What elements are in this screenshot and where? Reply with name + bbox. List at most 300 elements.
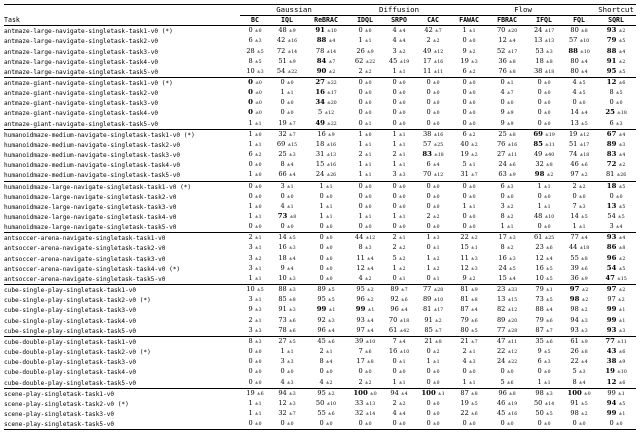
cell-bc: 2 ±1: [248, 315, 262, 324]
cell-ifql: 88 ±4: [535, 305, 553, 314]
cell-fawac: 6 ±2: [462, 129, 476, 138]
cell-fawac: 79 ±6: [460, 315, 478, 324]
cell-ifql: 85 ±11: [533, 139, 555, 148]
cell-fql: 100 ±0: [567, 388, 591, 397]
cell-sqrl: 88 ±4: [606, 46, 626, 55]
cell-srpo: 3 ±3: [392, 170, 406, 179]
cell-srpo: 2 ±1: [392, 233, 406, 242]
cell-fawac: 0 ±0: [462, 367, 476, 376]
cell-srpo: 1 ±1: [392, 160, 406, 169]
cell-rebrac: 96 ±4: [317, 325, 335, 334]
cell-ifql: 10 ±5: [535, 273, 553, 282]
table-row: [4, 98, 636, 108]
cell-fbrac: 82 ±12: [496, 305, 518, 314]
cell-idql: 2 ±2: [358, 66, 372, 75]
cell-fbrac: 6 ±3: [500, 181, 514, 190]
cell-fql: 8 ±4: [572, 377, 586, 386]
task-name: cube-single-play-singletask-task1-v0: [4, 287, 137, 295]
cell-rebrac: 0 ±0: [319, 243, 333, 252]
cell-iql: 66 ±4: [278, 170, 296, 179]
cell-fawac: 6 ±2: [462, 66, 476, 75]
cell-srpo: 92 ±6: [390, 295, 408, 304]
cell-srpo: 0 ±0: [392, 98, 406, 107]
cell-cac: 0 ±2: [426, 347, 440, 356]
cell-ifql: 0 ±0: [537, 367, 551, 376]
cell-fql: 26 ±8: [570, 347, 588, 356]
task-name: antsoccer-arena-navigate-singletask-task1-v0: [4, 235, 166, 243]
cell-ifql: 0 ±0: [537, 88, 551, 97]
cell-ifql: 24 ±17: [533, 26, 555, 35]
cell-cac: 0 ±0: [426, 367, 440, 376]
cell-fbrac: 70 ±20: [496, 26, 518, 35]
cell-bc: 0 ±0: [248, 77, 262, 86]
task-name: cube-double-play-singletask-task2-v0 (*): [4, 349, 151, 357]
cell-srpo: 96 ±4: [390, 305, 408, 314]
cell-bc: 1 ±1: [248, 273, 262, 282]
cell-ifql: 6 ±3: [537, 357, 551, 366]
cell-srpo: 16 ±10: [388, 347, 410, 356]
cell-fawac: 11 ±3: [460, 253, 478, 262]
cell-cac: 0 ±0: [426, 222, 440, 231]
cell-srpo: 70 ±18: [388, 315, 410, 324]
group-header-flow: Flow: [450, 5, 596, 16]
table-row: [4, 378, 636, 388]
cell-ifql: 98 ±2: [534, 170, 554, 179]
cell-fql: 4 ±5: [572, 77, 586, 86]
cell-bc: 10 ±3: [246, 66, 264, 75]
cell-sqrl: 13 ±5: [606, 201, 626, 210]
cell-cac: 70 ±12: [422, 170, 444, 179]
cell-fawac: 2 ±1: [462, 347, 476, 356]
cell-cac: 85 ±7: [424, 325, 442, 334]
cell-srpo: 1 ±1: [392, 139, 406, 148]
cell-rebrac: 99 ±1: [316, 305, 336, 314]
table-row: [4, 88, 636, 98]
table-row: [4, 222, 636, 232]
cell-idql: 1 ±1: [358, 139, 372, 148]
cell-fbrac: 17 ±3: [498, 233, 516, 242]
cell-fawac: 4 ±3: [462, 357, 476, 366]
cell-sqrl: 99 ±1: [607, 388, 625, 397]
cell-iql: 51 ±9: [278, 56, 296, 65]
cell-fbrac: 23 ±33: [496, 285, 518, 294]
cell-sqrl: 95 ±5: [606, 66, 626, 75]
cell-sqrl: 18 ±5: [606, 181, 626, 190]
cell-sqrl: 25 ±18: [605, 108, 627, 117]
table-row: [4, 36, 636, 46]
cell-idql: 0 ±0: [358, 367, 372, 376]
cell-srpo: 4 ±4: [392, 36, 406, 45]
cell-fql: 14 ±4: [570, 108, 588, 117]
cell-idql: 0 ±1: [358, 118, 372, 127]
cell-cac: 11 ±11: [422, 66, 444, 75]
table-row: [4, 264, 636, 274]
cell-iql: 18 ±4: [278, 253, 296, 262]
cell-idql: 4 ±2: [358, 273, 372, 282]
cell-srpo: 0 ±0: [392, 201, 406, 210]
cell-fbrac: 0 ±0: [500, 98, 514, 107]
group-header-diffusion: Diffusion: [348, 5, 450, 16]
cell-idql: 1 ±1: [358, 170, 372, 179]
cell-ifql: 0 ±0: [537, 98, 551, 107]
cell-sqrl: 81 ±26: [605, 170, 627, 179]
cell-fbrac: 24 ±5: [498, 263, 516, 272]
cell-idql: 99 ±1: [355, 305, 375, 314]
cell-sqrl: 93 ±2: [606, 26, 626, 35]
cell-iql: 42 ±16: [276, 36, 298, 45]
cell-srpo: 61 ±42: [388, 325, 410, 334]
cell-ifql: 50 ±5: [535, 408, 553, 417]
cell-rebrac: 49 ±22: [315, 118, 337, 127]
cell-fawac: 0 ±0: [462, 212, 476, 220]
cell-fawac: 0 ±0: [462, 98, 476, 107]
cell-iql: 19 ±7: [278, 118, 296, 127]
cell-fql: 57 ±10: [568, 36, 590, 45]
cell-rebrac: 16 ±9: [317, 129, 335, 138]
cell-rebrac: 18 ±16: [315, 139, 337, 148]
task-name: humanoidmaze-large-navigate-singletask-task5-v0: [4, 224, 177, 232]
cell-fbrac: 1 ±1: [500, 222, 514, 231]
cell-idql: 7 ±6: [358, 347, 372, 356]
cell-fql: 74 ±18: [568, 150, 590, 159]
cell-fql: 46 ±6: [570, 160, 588, 169]
task-name: antmaze-giant-navigate-singletask-task3-v0: [4, 100, 159, 108]
cell-fql: 98 ±2: [570, 305, 588, 314]
cell-fbrac: 0 ±0: [500, 367, 514, 376]
column-header-iql: IQL: [281, 15, 293, 24]
task-name: antmaze-large-navigate-singletask-task2-v0: [4, 38, 159, 46]
cell-iql: 10 ±3: [278, 273, 296, 282]
cell-cac: 83 ±18: [422, 150, 444, 159]
cell-srpo: 0 ±1: [392, 273, 406, 282]
cell-bc: 1 ±1: [248, 118, 262, 127]
cell-fql: 0 ±0: [572, 419, 586, 428]
cell-sqrl: 67 ±4: [606, 129, 626, 138]
cell-fql: 51 ±17: [568, 139, 590, 148]
cell-srpo: 3 ±2: [392, 46, 406, 55]
cell-fawac: 81 ±8: [460, 295, 478, 304]
cell-idql: 95 ±2: [356, 285, 374, 294]
column-header-idql: IDQL: [357, 15, 373, 24]
group-header-row: [4, 5, 636, 16]
cell-cac: 1 ±2: [426, 263, 440, 272]
cell-rebrac: 91 ±10: [315, 26, 337, 35]
cell-fbrac: 24 ±22: [496, 357, 518, 366]
cell-ifql: 50 ±14: [533, 398, 555, 407]
cell-ifql: 16 ±5: [535, 263, 553, 272]
cell-sqrl: 47 ±15: [605, 273, 627, 282]
table-row: [4, 409, 636, 419]
cell-fawac: 1 ±1: [462, 377, 476, 386]
cell-rebrac: 88 ±4: [316, 36, 336, 45]
cell-bc: 8 ±5: [248, 56, 262, 65]
cell-fawac: 31 ±7: [460, 170, 478, 179]
cell-fawac: 0 ±0: [462, 108, 476, 117]
cell-fawac: 22 ±2: [460, 233, 478, 242]
cell-bc: 0 ±0: [248, 108, 262, 117]
cell-rebrac: 1 ±1: [319, 181, 333, 190]
table-row: [4, 108, 636, 118]
cell-fql: 5 ±3: [572, 367, 586, 376]
cell-sqrl: 89 ±3: [606, 139, 626, 148]
cell-srpo: 4 ±4: [392, 408, 406, 417]
cell-idql: 44 ±12: [354, 233, 376, 242]
cell-srpo: 2 ±2: [392, 398, 406, 407]
cell-srpo: 0 ±0: [392, 222, 406, 231]
cell-rebrac: 0 ±0: [319, 263, 333, 272]
cell-sqrl: 3 ±4: [609, 222, 623, 231]
cell-bc: 3 ±3: [248, 325, 262, 334]
cell-rebrac: 24 ±26: [315, 170, 337, 179]
cell-sqrl: 54 ±5: [606, 263, 626, 272]
cell-idql: 93 ±4: [356, 315, 374, 324]
cell-idql: 1 ±1: [358, 36, 372, 45]
cell-sqrl: 0 ±0: [609, 98, 623, 107]
cell-cac: 0 ±0: [426, 419, 440, 428]
cell-idql: 12 ±4: [356, 263, 374, 272]
cell-cac: 17 ±16: [422, 56, 444, 65]
cell-cac: 1 ±2: [426, 253, 440, 262]
cell-srpo: 7 ±4: [392, 336, 406, 345]
cell-idql: 0 ±0: [358, 108, 372, 117]
cell-sqrl: 12 ±6: [606, 77, 626, 86]
table-row: [4, 367, 636, 377]
cell-srpo: 45 ±19: [388, 56, 410, 65]
column-header-rebrac: ReBRAC: [314, 15, 338, 24]
cell-bc: 0 ±0: [248, 88, 262, 97]
cell-rebrac: 31 ±13: [315, 150, 337, 159]
cell-idql: 17 ±8: [356, 357, 374, 366]
cell-ifql: 9 ±5: [537, 347, 551, 356]
cell-srpo: 0 ±0: [392, 191, 406, 200]
cell-iql: 14 ±5: [278, 233, 296, 242]
cell-rebrac: 92 ±3: [317, 315, 335, 324]
column-header-bc: BC: [251, 15, 259, 24]
cell-fawac: 9 ±2: [462, 46, 476, 55]
cell-fql: 91 ±5: [570, 398, 588, 407]
cell-cac: 0 ±0: [426, 377, 440, 386]
cell-bc: 0 ±0: [248, 98, 262, 107]
cell-fbrac: 4 ±7: [500, 88, 514, 97]
table-row: [4, 326, 636, 336]
cell-cac: 0 ±0: [426, 108, 440, 117]
cell-iql: 69 ±15: [276, 139, 298, 148]
table-row: [4, 150, 636, 160]
cell-ifql: 0 ±0: [537, 222, 551, 231]
task-name: scene-play-singletask-task5-v0: [4, 421, 115, 429]
cell-cac: 81 ±17: [422, 305, 444, 314]
cell-iql: 3 ±1: [280, 181, 294, 190]
cell-fbrac: 27 ±11: [496, 150, 518, 159]
cell-fawac: 0 ±0: [462, 118, 476, 127]
cell-fawac: 0 ±0: [462, 181, 476, 190]
cell-bc: 1 ±1: [248, 408, 262, 417]
cell-bc: 0 ±0: [248, 357, 262, 366]
cell-fawac: 9 ±2: [462, 273, 476, 282]
cell-bc: 3 ±1: [248, 295, 262, 304]
cell-iql: 16 ±3: [278, 243, 296, 252]
cell-sqrl: 97 ±2: [606, 285, 626, 294]
cell-fawac: 1 ±1: [462, 26, 476, 35]
cell-fbrac: 22 ±12: [496, 347, 518, 356]
cell-iql: 9 ±4: [280, 263, 294, 272]
cell-fbrac: 52 ±17: [496, 46, 518, 55]
column-header-task: Task: [4, 15, 20, 24]
table-row: [4, 212, 636, 222]
cell-ifql: 12 ±4: [535, 253, 553, 262]
cell-idql: 2 ±1: [358, 150, 372, 159]
cell-ifql: 69 ±19: [533, 129, 555, 138]
cell-sqrl: 77 ±11: [605, 336, 627, 345]
table-row: [4, 336, 636, 347]
task-name: antsoccer-arena-navigate-singletask-task5-v0: [4, 275, 166, 283]
cell-cac: 0 ±1: [426, 273, 440, 282]
cell-iql: 73 ±8: [277, 212, 297, 220]
cell-iql: 0 ±0: [280, 367, 294, 376]
cell-fawac: 5 ±1: [462, 160, 476, 169]
cell-sqrl: 54 ±5: [607, 212, 625, 220]
task-name: antmaze-giant-navigate-singletask-task5-v0: [4, 120, 159, 128]
cell-fql: 88 ±10: [568, 46, 590, 55]
table-row: [4, 243, 636, 253]
cell-ifql: 0 ±0: [537, 118, 551, 127]
cell-sqrl: 97 ±2: [607, 295, 625, 304]
cell-bc: 10 ±5: [246, 285, 264, 294]
task-name: cube-double-play-singletask-task3-v0: [4, 359, 137, 367]
table-row: [4, 170, 636, 180]
table-row: [4, 26, 636, 37]
column-header-ifql: IFQL: [536, 15, 552, 24]
cell-ifql: 61 ±25: [533, 233, 555, 242]
cell-rebrac: 1 ±1: [319, 201, 333, 210]
cell-fbrac: 77 ±28: [496, 325, 518, 334]
cell-fql: 1 ±1: [572, 222, 586, 231]
cell-fql: 4 ±5: [572, 88, 586, 97]
cell-srpo: 0 ±0: [392, 88, 406, 97]
cell-rebrac: 0 ±0: [319, 191, 333, 200]
cell-bc: 0 ±0: [248, 367, 262, 376]
cell-rebrac: 15 ±16: [315, 160, 337, 169]
task-name: humanoidmaze-medium-navigate-singletask-task1-v0 (*): [4, 131, 195, 139]
cell-srpo: 0 ±0: [392, 77, 406, 86]
cell-idql: 33 ±13: [354, 398, 376, 407]
cell-sqrl: 79 ±5: [606, 36, 626, 45]
cell-fql: 77 ±4: [570, 233, 588, 242]
cell-srpo: 0 ±0: [392, 367, 406, 376]
cell-cac: 0 ±0: [426, 408, 440, 417]
task-name: humanoidmaze-medium-navigate-singletask-task2-v0: [4, 141, 181, 149]
cell-cac: 0 ±0: [426, 398, 440, 407]
column-header-sqrl: SQRL: [608, 15, 624, 24]
cell-iql: 8 ±4: [280, 160, 294, 169]
cell-fql: 0 ±0: [572, 191, 586, 200]
cell-fbrac: 36 ±8: [498, 56, 516, 65]
cell-fbrac: 12 ±4: [498, 36, 516, 45]
cell-bc: 3 ±1: [248, 243, 262, 252]
cell-fbrac: 13 ±15: [496, 295, 518, 304]
cell-bc: 0 ±0: [248, 181, 262, 190]
cell-cac: 0 ±0: [426, 98, 440, 107]
cell-fbrac: 47 ±11: [496, 336, 518, 345]
cell-bc: 0 ±0: [248, 222, 262, 231]
table-row: [4, 254, 636, 264]
table-row: [4, 119, 636, 129]
cell-fbrac: 16 ±3: [498, 253, 516, 262]
cell-fql: 80 ±8: [570, 26, 588, 35]
cell-fql: 39 ±6: [570, 263, 588, 272]
table-row: [4, 316, 636, 326]
cell-sqrl: 91 ±2: [606, 56, 626, 65]
cell-fbrac: 9 ±9: [500, 118, 514, 127]
cell-iql: 25 ±3: [278, 150, 296, 159]
group-header-shortcut: Shortcut: [596, 5, 636, 16]
table-row: [4, 192, 636, 202]
cell-iql: 12 ±3: [278, 398, 296, 407]
task-name: antmaze-giant-navigate-singletask-task1-v0 (*): [4, 79, 173, 87]
cell-fbrac: 63 ±9: [498, 170, 516, 179]
table-row: [4, 285, 636, 296]
cell-ifql: 49 ±40: [533, 150, 555, 159]
cell-idql: 0 ±0: [358, 191, 372, 200]
cell-cac: 0 ±0: [426, 181, 440, 190]
column-header-srpo: SRPO: [391, 15, 407, 24]
cell-fbrac: 89 ±20: [496, 315, 518, 324]
cell-bc: 0 ±0: [248, 347, 262, 356]
task-name: humanoidmaze-medium-navigate-singletask-task4-v0: [4, 162, 181, 170]
cell-ifql: 1 ±1: [537, 201, 551, 210]
cell-sqrl: 0 ±0: [609, 191, 623, 200]
cell-srpo: 1 ±1: [392, 377, 406, 386]
cell-iql: 72 ±14: [276, 46, 298, 55]
cell-bc: 3 ±1: [248, 263, 262, 272]
cell-cac: 57 ±25: [422, 139, 444, 148]
cell-cac: 0 ±0: [426, 201, 440, 210]
cell-fawac: 1 ±1: [462, 201, 476, 210]
cell-sqrl: 6 ±3: [609, 118, 623, 127]
task-name: scene-play-singletask-task1-v0: [4, 390, 115, 398]
cell-bc: 6 ±3: [248, 36, 262, 45]
cell-fbrac: 0 ±1: [500, 77, 514, 86]
cell-bc: 3 ±2: [248, 253, 262, 262]
cell-fbrac: 96 ±8: [498, 388, 516, 397]
task-name: scene-play-singletask-task3-v0: [4, 410, 115, 418]
cell-fawac: 0 ±0: [462, 222, 476, 231]
cell-iql: 27 ±5: [278, 336, 296, 345]
table-body: [4, 5, 636, 430]
cell-fql: 61 ±9: [570, 336, 588, 345]
cell-sqrl: 72 ±2: [606, 160, 626, 169]
cell-rebrac: 0 ±0: [319, 222, 333, 231]
cell-srpo: 89 ±7: [390, 285, 408, 294]
task-name: antsoccer-arena-navigate-singletask-task3-v0: [4, 255, 166, 263]
cell-bc: 9 ±3: [248, 305, 262, 314]
cell-bc: 1 ±1: [248, 398, 262, 407]
table-row: [4, 77, 636, 88]
cell-rebrac: 4 ±2: [319, 377, 333, 386]
cell-idql: 0 ±0: [358, 201, 372, 210]
cell-fbrac: 3 ±2: [500, 201, 514, 210]
cell-rebrac: 0 ±0: [319, 273, 333, 282]
cell-iql: 54 ±22: [276, 66, 298, 75]
cell-srpo: 0 ±0: [392, 108, 406, 117]
cell-iql: 48 ±9: [278, 26, 296, 35]
task-name: antsoccer-arena-navigate-singletask-task2-v0: [4, 245, 166, 253]
cell-iql: 4 ±3: [280, 377, 294, 386]
cell-sqrl: 93 ±4: [606, 233, 626, 242]
cell-fbrac: 24 ±6: [498, 160, 516, 169]
cell-srpo: 94 ±4: [390, 388, 408, 397]
table-row: [4, 67, 636, 77]
